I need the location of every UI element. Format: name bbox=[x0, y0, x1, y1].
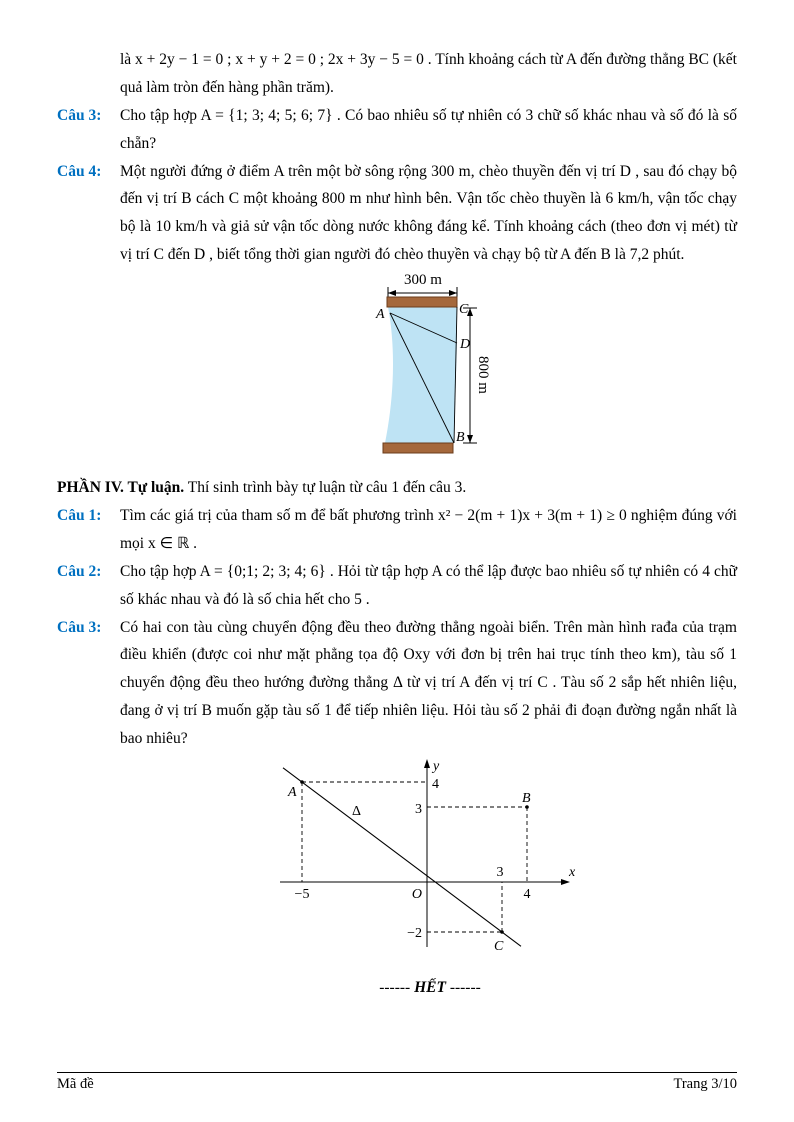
river-width-label: 300 m bbox=[404, 273, 442, 289]
radar-graph-svg bbox=[272, 757, 584, 965]
question-text-cau3: Cho tập hợp A = {1; 3; 4; 5; 6; 7} . Có bao nhiêu số tự nhiên có 3 chữ số khác nhau và số đó là số chẵn? bbox=[120, 106, 737, 152]
continuation-text: là x + 2y − 1 = 0 ; x + y + 2 = 0 ; 2x + 3y − 5 = 0 . Tính khoảng cách từ A đến đường thẳng BC (kết quả làm tròn đến hàng phần trăm). bbox=[120, 51, 737, 96]
river-bank-top bbox=[387, 297, 457, 307]
river-height-label: 800 m bbox=[475, 356, 491, 395]
graph-point-b-label: B bbox=[522, 791, 531, 807]
river-point-c-label: C bbox=[459, 302, 469, 318]
part4-heading bbox=[57, 474, 737, 502]
tick-yneg2: −2 bbox=[407, 926, 422, 942]
continuation-paragraph bbox=[57, 46, 737, 102]
y-axis-label: y bbox=[433, 759, 440, 775]
width-arrowhead-right bbox=[449, 290, 457, 296]
radar-graph-figure bbox=[272, 757, 584, 970]
y-axis-arrowhead bbox=[424, 759, 430, 768]
river-figure bbox=[365, 273, 497, 472]
footer-exam-code: Mã đề bbox=[57, 1076, 94, 1092]
tick-x3: 3 bbox=[496, 865, 504, 881]
height-dimension-arrow bbox=[463, 308, 477, 443]
x-axis-label: x bbox=[569, 865, 576, 881]
question-row-cau3 bbox=[57, 102, 737, 158]
part4-heading-rest: Thí sinh trình bày tự luận từ câu 1 đến câu 3. bbox=[184, 479, 467, 497]
end-of-exam-line bbox=[90, 974, 770, 1002]
part4-heading-bold: PHẦN IV. Tự luận. bbox=[57, 479, 185, 497]
question-text-p4-cau2: Cho tập hợp A = {0;1; 2; 3; 4; 6} . Hỏi từ tập hợp A có thể lập được bao nhiêu số tự nhiên có 4 chữ số khác nhau và đó là số chia hết cho 5 . bbox=[120, 562, 737, 608]
question-label-p4-cau1: Câu 1: bbox=[57, 507, 102, 525]
river-figure-svg bbox=[365, 273, 497, 467]
point-c-dot bbox=[500, 930, 504, 934]
graph-point-c-label: C bbox=[494, 939, 504, 955]
end-dashes-left: ------ bbox=[379, 979, 411, 997]
question-text-p4-cau3: Có hai con tàu cùng chuyển động đều theo đường thẳng ngoài biển. Trên màn hình rađa của trạm điều khiển (được coi như mặt phẳng tọa độ Oxy với đơn bị trên hai trục tính theo km), tàu số 1 chuyển động đều theo hướng đường thẳng Δ từ vị trí A đến vị trí C . Tàu số 2 sắp hết nhiên liệu, đang ở vị trí B muốn gặp tàu số 1 để tiếp nhiên liệu. Hỏi tàu số 2 phải đi đoạn đường ngắn nhất là bao nhiêu? bbox=[120, 618, 737, 748]
question-row-p4-cau1 bbox=[57, 502, 737, 558]
question-text-p4-cau1: Tìm các giá trị của tham số m để bất phương trình x² − 2(m + 1)x + 3(m + 1) ≥ 0 nghiệm đúng với mọi x ∈ ℝ . bbox=[120, 507, 737, 552]
delta-label: Δ bbox=[352, 804, 362, 820]
graph-point-a-label: A bbox=[288, 785, 297, 801]
tick-xneg5: −5 bbox=[294, 887, 310, 903]
question-row-cau4 bbox=[57, 158, 737, 270]
river-bank-bottom bbox=[383, 443, 453, 453]
question-label-p4-cau2: Câu 2: bbox=[57, 562, 102, 580]
river-point-a-label: A bbox=[376, 307, 385, 323]
tick-y4: 4 bbox=[432, 777, 439, 793]
end-dashes-right: ------ bbox=[449, 979, 481, 997]
end-word: HẾT bbox=[414, 979, 446, 997]
height-arrowhead-bottom bbox=[467, 435, 473, 443]
question-row-p4-cau3 bbox=[57, 614, 737, 753]
river-point-d-label: D bbox=[460, 337, 471, 353]
question-text-cau4: Một người đứng ở điểm A trên một bờ sông rộng 300 m, chèo thuyền đến vị trí D , sau đó chạy bộ đến vị trí B cách C một khoảng 800 m như hình bên. Vận tốc chèo thuyền là 6 km/h, vận tốc chạy bộ là 10 km/h và giả sử vận tốc dòng nước không đáng kể. Tính khoảng cách (theo đơn vị mét) từ vị trí C đến D , biết tổng thời gian người đó chèo thuyền và chạy bộ từ A đến B là 7,2 phút. bbox=[120, 162, 737, 264]
question-row-p4-cau2 bbox=[57, 558, 737, 614]
question-label-cau3: Câu 3: bbox=[57, 106, 102, 124]
footer-page-number: Trang 3/10 bbox=[673, 1076, 737, 1092]
page-footer bbox=[57, 1072, 737, 1093]
question-label-cau4: Câu 4: bbox=[57, 162, 102, 180]
tick-y3: 3 bbox=[415, 802, 422, 818]
tick-x4: 4 bbox=[523, 887, 531, 903]
river-point-b-label: B bbox=[456, 430, 465, 446]
line-delta bbox=[283, 768, 521, 947]
point-a-dot bbox=[300, 780, 304, 784]
origin-label: O bbox=[411, 887, 422, 903]
width-arrowhead-left bbox=[388, 290, 396, 296]
question-label-p4-cau3: Câu 3: bbox=[57, 618, 102, 636]
